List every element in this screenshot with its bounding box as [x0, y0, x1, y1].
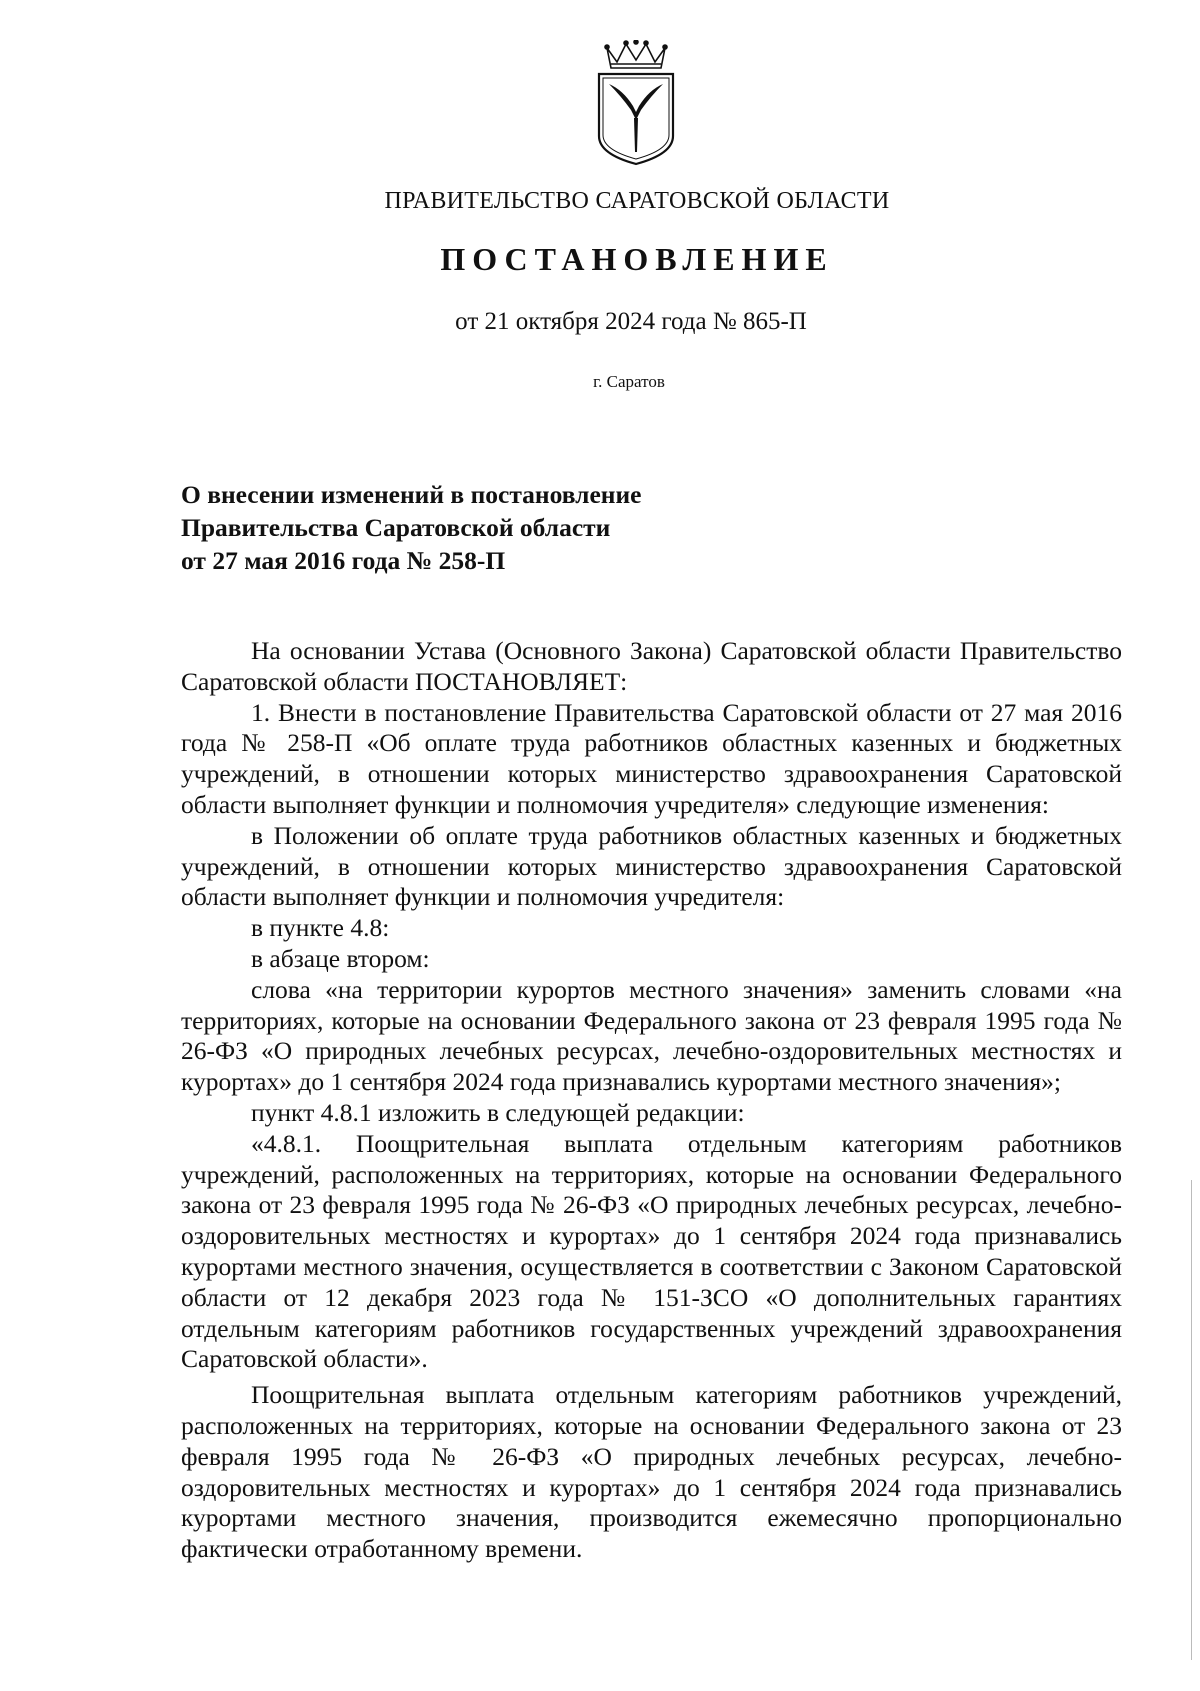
body-paragraph-item-4-8-1: «4.8.1. Поощрительная выплата отдельным категориям работников учреждений, расположенных на территориях, которые на основании Федерального закона от 23 февраля 1995 года № 26-ФЗ «О природных лечебных ресурсах, лечебно-оздоровительных местностях и курортах» до 1 сентября 2024 года признавались курортами местного значения, осуществляется в соответствии с Законом Саратовской области от 12 декабря 2023 года № 151-ЗСО «О дополнительных гарантиях отдельным категориям работников государственных учреждений здравоохранения Саратовской области». [181, 1128, 1122, 1374]
saratov-coat-of-arms-icon [593, 40, 679, 168]
document-date-number: от 21 октября 2024 года № 865-П [455, 308, 807, 335]
document-subject [181, 478, 642, 577]
subject-line: от 27 мая 2016 года № 258-П [181, 546, 506, 575]
document-city: г. Саратов [593, 372, 665, 391]
subject-line: О внесении изменений в постановление [181, 480, 642, 509]
body-paragraph: в Положении об оплате труда работников областных казенных и бюджетных учреждений, в отношении которых министерство здравоохранения Саратовской области выполняет функции и полномочия учредителя: [181, 820, 1122, 912]
body-paragraph: в пункте 4.8: [251, 913, 390, 943]
body-paragraph: пункт 4.8.1 изложить в следующей редакции: [251, 1097, 745, 1127]
scan-edge-line [1191, 1180, 1192, 1660]
subject-line: Правительства Саратовской области [181, 513, 611, 542]
body-paragraph-item-1: 1. Внести в постановление Правительства Саратовской области от 27 мая 2016 года № 258-П «Об оплате труда работников областных казенных и бюджетных учреждений, в отношении которых министерство здравоохранения Саратовской области выполняет функции и полномочия учредителя» следующие изменения: [181, 697, 1122, 819]
document-body [181, 636, 1122, 1565]
body-paragraph: Поощрительная выплата отдельным категориям работников учреждений, расположенных на территориях, которые на основании Федерального закона от 23 февраля 1995 года № 26-ФЗ «О природных лечебных ресурсах, лечебно-оздоровительных местностях и курортах» до 1 сентября 2024 года признавались курортами местного значения, производится ежемесячно пропорционально фактически отработанному времени. [181, 1380, 1122, 1564]
document-type-title: ПОСТАНОВЛЕНИЕ [440, 241, 834, 277]
body-paragraph: слова «на территории курортов местного значения» заменить словами «на территориях, которые на основании Федерального закона от 23 февраля 1995 года № 26-ФЗ «О природных лечебных ресурсах, лечебно-оздоровительных местностях и курортах» до 1 сентября 2024 года признавались курортами местного значения»; [181, 974, 1122, 1097]
body-paragraph-preamble: На основании Устава (Основного Закона) Саратовской области Правительство Саратовской области ПОСТАНОВЛЯЕТ: [181, 636, 1122, 696]
body-paragraph: в абзаце втором: [251, 943, 430, 973]
organization-name: ПРАВИТЕЛЬСТВО САРАТОВСКОЙ ОБЛАСТИ [384, 188, 890, 214]
